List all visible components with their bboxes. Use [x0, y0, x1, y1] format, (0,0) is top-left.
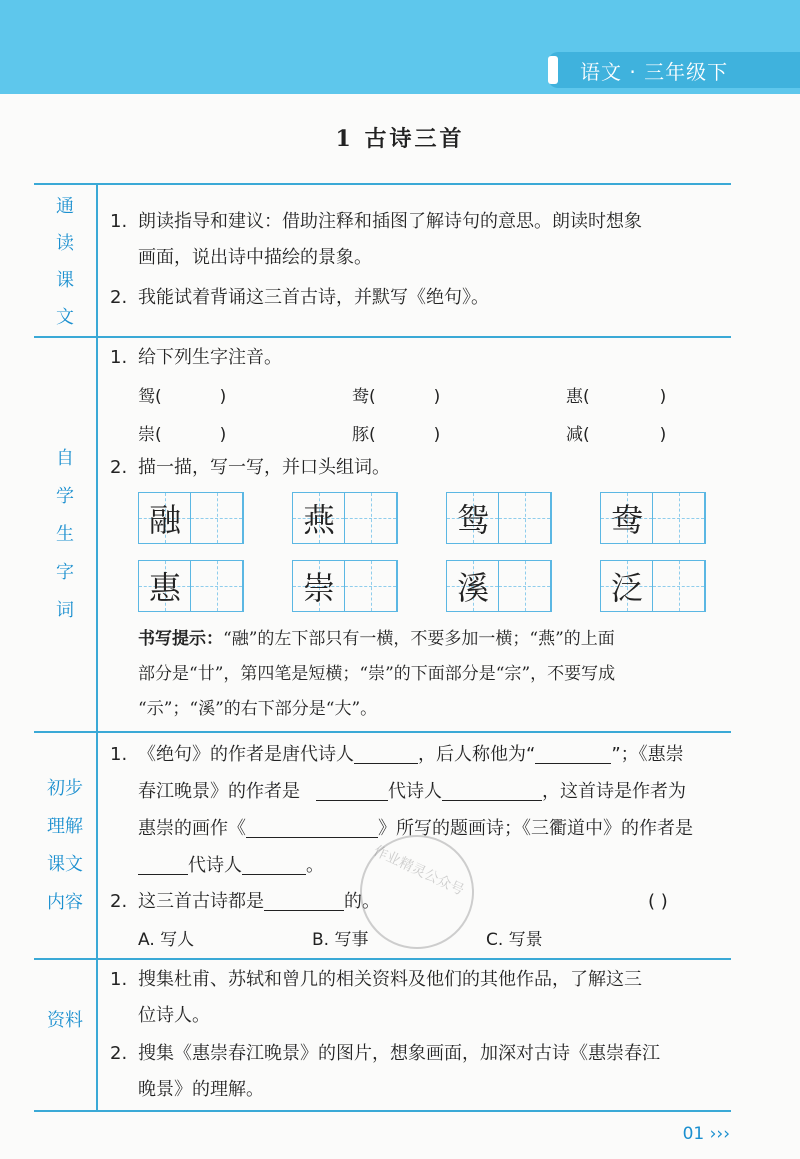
- char-grid[interactable]: 惠: [138, 560, 244, 612]
- blank[interactable]: [138, 854, 188, 875]
- s1-item-2: 2. 我能试着背诵这三首古诗，并默写《绝句》。: [110, 287, 489, 308]
- section-label-chars: 自 学 生 字 词: [56, 448, 74, 621]
- rule-2: [34, 731, 731, 733]
- header-tab: [548, 52, 800, 88]
- pinyin-4[interactable]: 崇( ): [138, 425, 227, 445]
- writing-hint: 书写提示：“融”的左下部只有一横，不要多加一横；“燕”的上面 部分是“廿”，第四笔是短横；“崇”的下面部分是“宗”，不要写成 “示”；“溪”的右下部分是“大”。: [138, 629, 616, 719]
- blank[interactable]: [264, 890, 344, 911]
- section-label-read: 通 读 课 文: [56, 196, 74, 328]
- s3-q1: 1. 《绝句》的作者是唐代诗人 ，后人称他为“ ”；《惠崇 春江晚景》的作者是 代诗人 ，这首诗是作者为 惠崇的画作《 》所写的题画诗；《三衢道中》的作者是 代诗人 。: [110, 744, 693, 876]
- watermark-text: 作业精灵公众号: [370, 842, 467, 899]
- s4-item-1: 1. 搜集杜甫、苏轼和曾几的相关资料及他们的其他作品，了解这三 位诗人。: [110, 969, 642, 1026]
- blank[interactable]: [442, 780, 542, 801]
- s2-q1: 1. 给下列生字注音。: [110, 347, 282, 368]
- char-grid[interactable]: 鸳: [446, 492, 552, 544]
- blank[interactable]: [535, 743, 611, 764]
- char-grid[interactable]: 溪: [446, 560, 552, 612]
- char-grid[interactable]: 泛: [600, 560, 706, 612]
- option-b: B. 写事: [312, 930, 369, 950]
- blank[interactable]: [354, 743, 418, 764]
- rule-top: [34, 183, 731, 185]
- s1-item-1: 1. 朗读指导和建议：借助注释和插图了解诗句的意思。朗读时想象 画面，说出诗中描绘的景象。: [110, 211, 642, 268]
- section-label-understand: 初步 理解 课文 内容: [47, 778, 83, 913]
- page-number: 01 ›››: [682, 1124, 730, 1144]
- section-label-resources: 资料: [47, 1010, 83, 1031]
- rule-3: [34, 958, 731, 960]
- pinyin-3[interactable]: 惠( ): [566, 387, 667, 407]
- s3-q2: 2. 这三首古诗都是 的。: [110, 891, 380, 912]
- char-grid[interactable]: 燕: [292, 492, 398, 544]
- page-title: 1 古诗三首: [335, 126, 465, 152]
- pinyin-6[interactable]: 减( ): [566, 425, 667, 445]
- option-a: A. 写人: [138, 930, 195, 950]
- char-grid[interactable]: 鸯: [600, 492, 706, 544]
- s4-item-2: 2. 搜集《惠崇春江晚景》的图片，想象画面，加深对古诗《惠崇春江 晚景》的理解。: [110, 1043, 660, 1100]
- rule-bottom: [34, 1110, 731, 1112]
- header-tab-bar: [548, 56, 558, 84]
- blank[interactable]: [246, 817, 378, 838]
- s2-q2: 2. 描一描，写一写，并口头组词。: [110, 457, 390, 478]
- pinyin-5[interactable]: 豚( ): [352, 425, 441, 445]
- rule-1: [34, 336, 731, 338]
- blank[interactable]: [316, 780, 388, 801]
- header-tab-label: 语文 · 三年级下: [580, 59, 729, 84]
- option-c: C. 写景: [486, 930, 543, 950]
- blank[interactable]: [242, 854, 306, 875]
- label-divider: [96, 183, 98, 1112]
- s3-q2-paren[interactable]: ( ): [648, 891, 668, 912]
- pinyin-2[interactable]: 鸯( ): [352, 387, 441, 407]
- char-grid[interactable]: 崇: [292, 560, 398, 612]
- char-grid[interactable]: 融: [138, 492, 244, 544]
- pinyin-1[interactable]: 鸳( ): [138, 387, 227, 407]
